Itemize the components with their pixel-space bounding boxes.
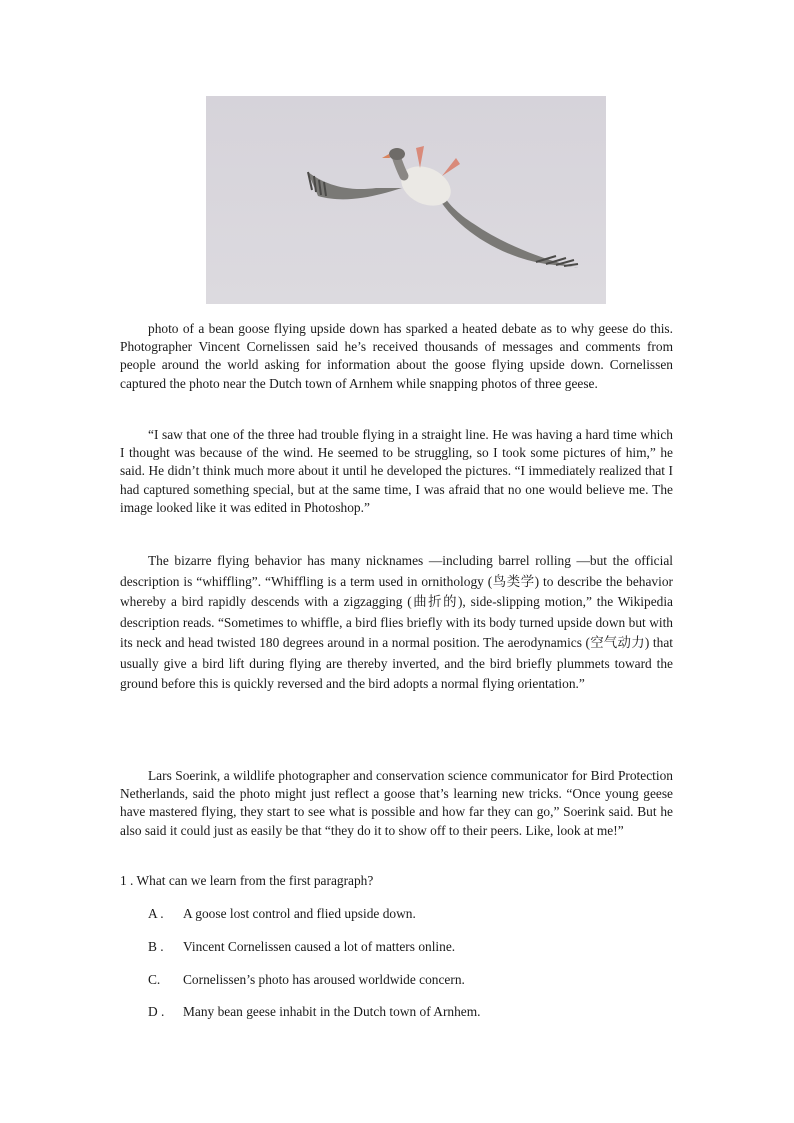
paragraph-4: Lars Soerink, a wildlife photographer and conservation science communicator for Bird Protection Netherlands, said the photo might just reflect a goose that’s learning new tricks. “Once young geese have mastered flying, they start to see what is possible and how far they can go,” Soerink said. But he also said it could just as easily be that “they do it to show off to their peers. Like, look at me!” xyxy=(120,768,673,838)
option-letter: D . xyxy=(148,1004,165,1019)
sky-background xyxy=(206,96,606,304)
paragraph-1: photo of a bean goose flying upside down has sparked a heated debate as to why geese do this. Photographer Vincent Cornelissen said he’s received thousands of messages and comments from people around the world asking for information about the goose flying upside down. Cornelissen captured the photo near the Dutch town of Arnhem while snapping photos of three geese. xyxy=(120,321,673,391)
option-text: A goose lost control and flied upside down. xyxy=(183,906,416,921)
option-b xyxy=(148,939,455,955)
option-text: Vincent Cornelissen caused a lot of matters online. xyxy=(183,939,456,954)
option-c xyxy=(148,972,465,988)
question-1: 1 . What can we learn from the first paragraph? xyxy=(120,873,374,888)
option-letter: B . xyxy=(148,939,164,954)
option-text: Many bean geese inhabit in the Dutch town of Arnhem. xyxy=(183,1004,481,1019)
option-letter: A . xyxy=(148,906,164,921)
paragraph-3: The bizarre flying behavior has many nicknames —including barrel rolling —but the official description is “whiffling”. “Whiffling is a term used in ornithology (鸟类学) to describe the behavior whereby a bird rapidly descends with a zigzagging (曲折的), side-slipping motion,” the Wikipedia description reads. “Sometimes to whiffle, a bird flies briefly with its body turned upside down but with its neck and head twisted 180 degrees around in a normal position. The aerodynamics (空气动力) that usually give a bird lift during flying are thereby inverted, and the bird briefly plummets toward the ground before this is quickly reversed and the bird adopts a normal flying orientation.” xyxy=(120,553,673,691)
paragraph-2: “I saw that one of the three had trouble flying in a straight line. He was having a hard time which I thought was because of the wind. He seemed to be struggling, so I took some pictures of him,” he said. He didn’t think much more about it until he developed the pictures. “I immediately realized that I had captured something special, but at the same time, I was afraid that no one would believe me. The image looked like it was edited in Photoshop.” xyxy=(120,427,673,515)
option-a xyxy=(148,906,416,922)
upside-down-goose-image xyxy=(206,96,606,304)
option-d xyxy=(148,1004,481,1020)
option-text: Cornelissen’s photo has aroused worldwide concern. xyxy=(183,972,465,987)
option-letter: C. xyxy=(148,972,161,987)
goose-head xyxy=(389,148,405,160)
goose-photo xyxy=(206,96,606,304)
